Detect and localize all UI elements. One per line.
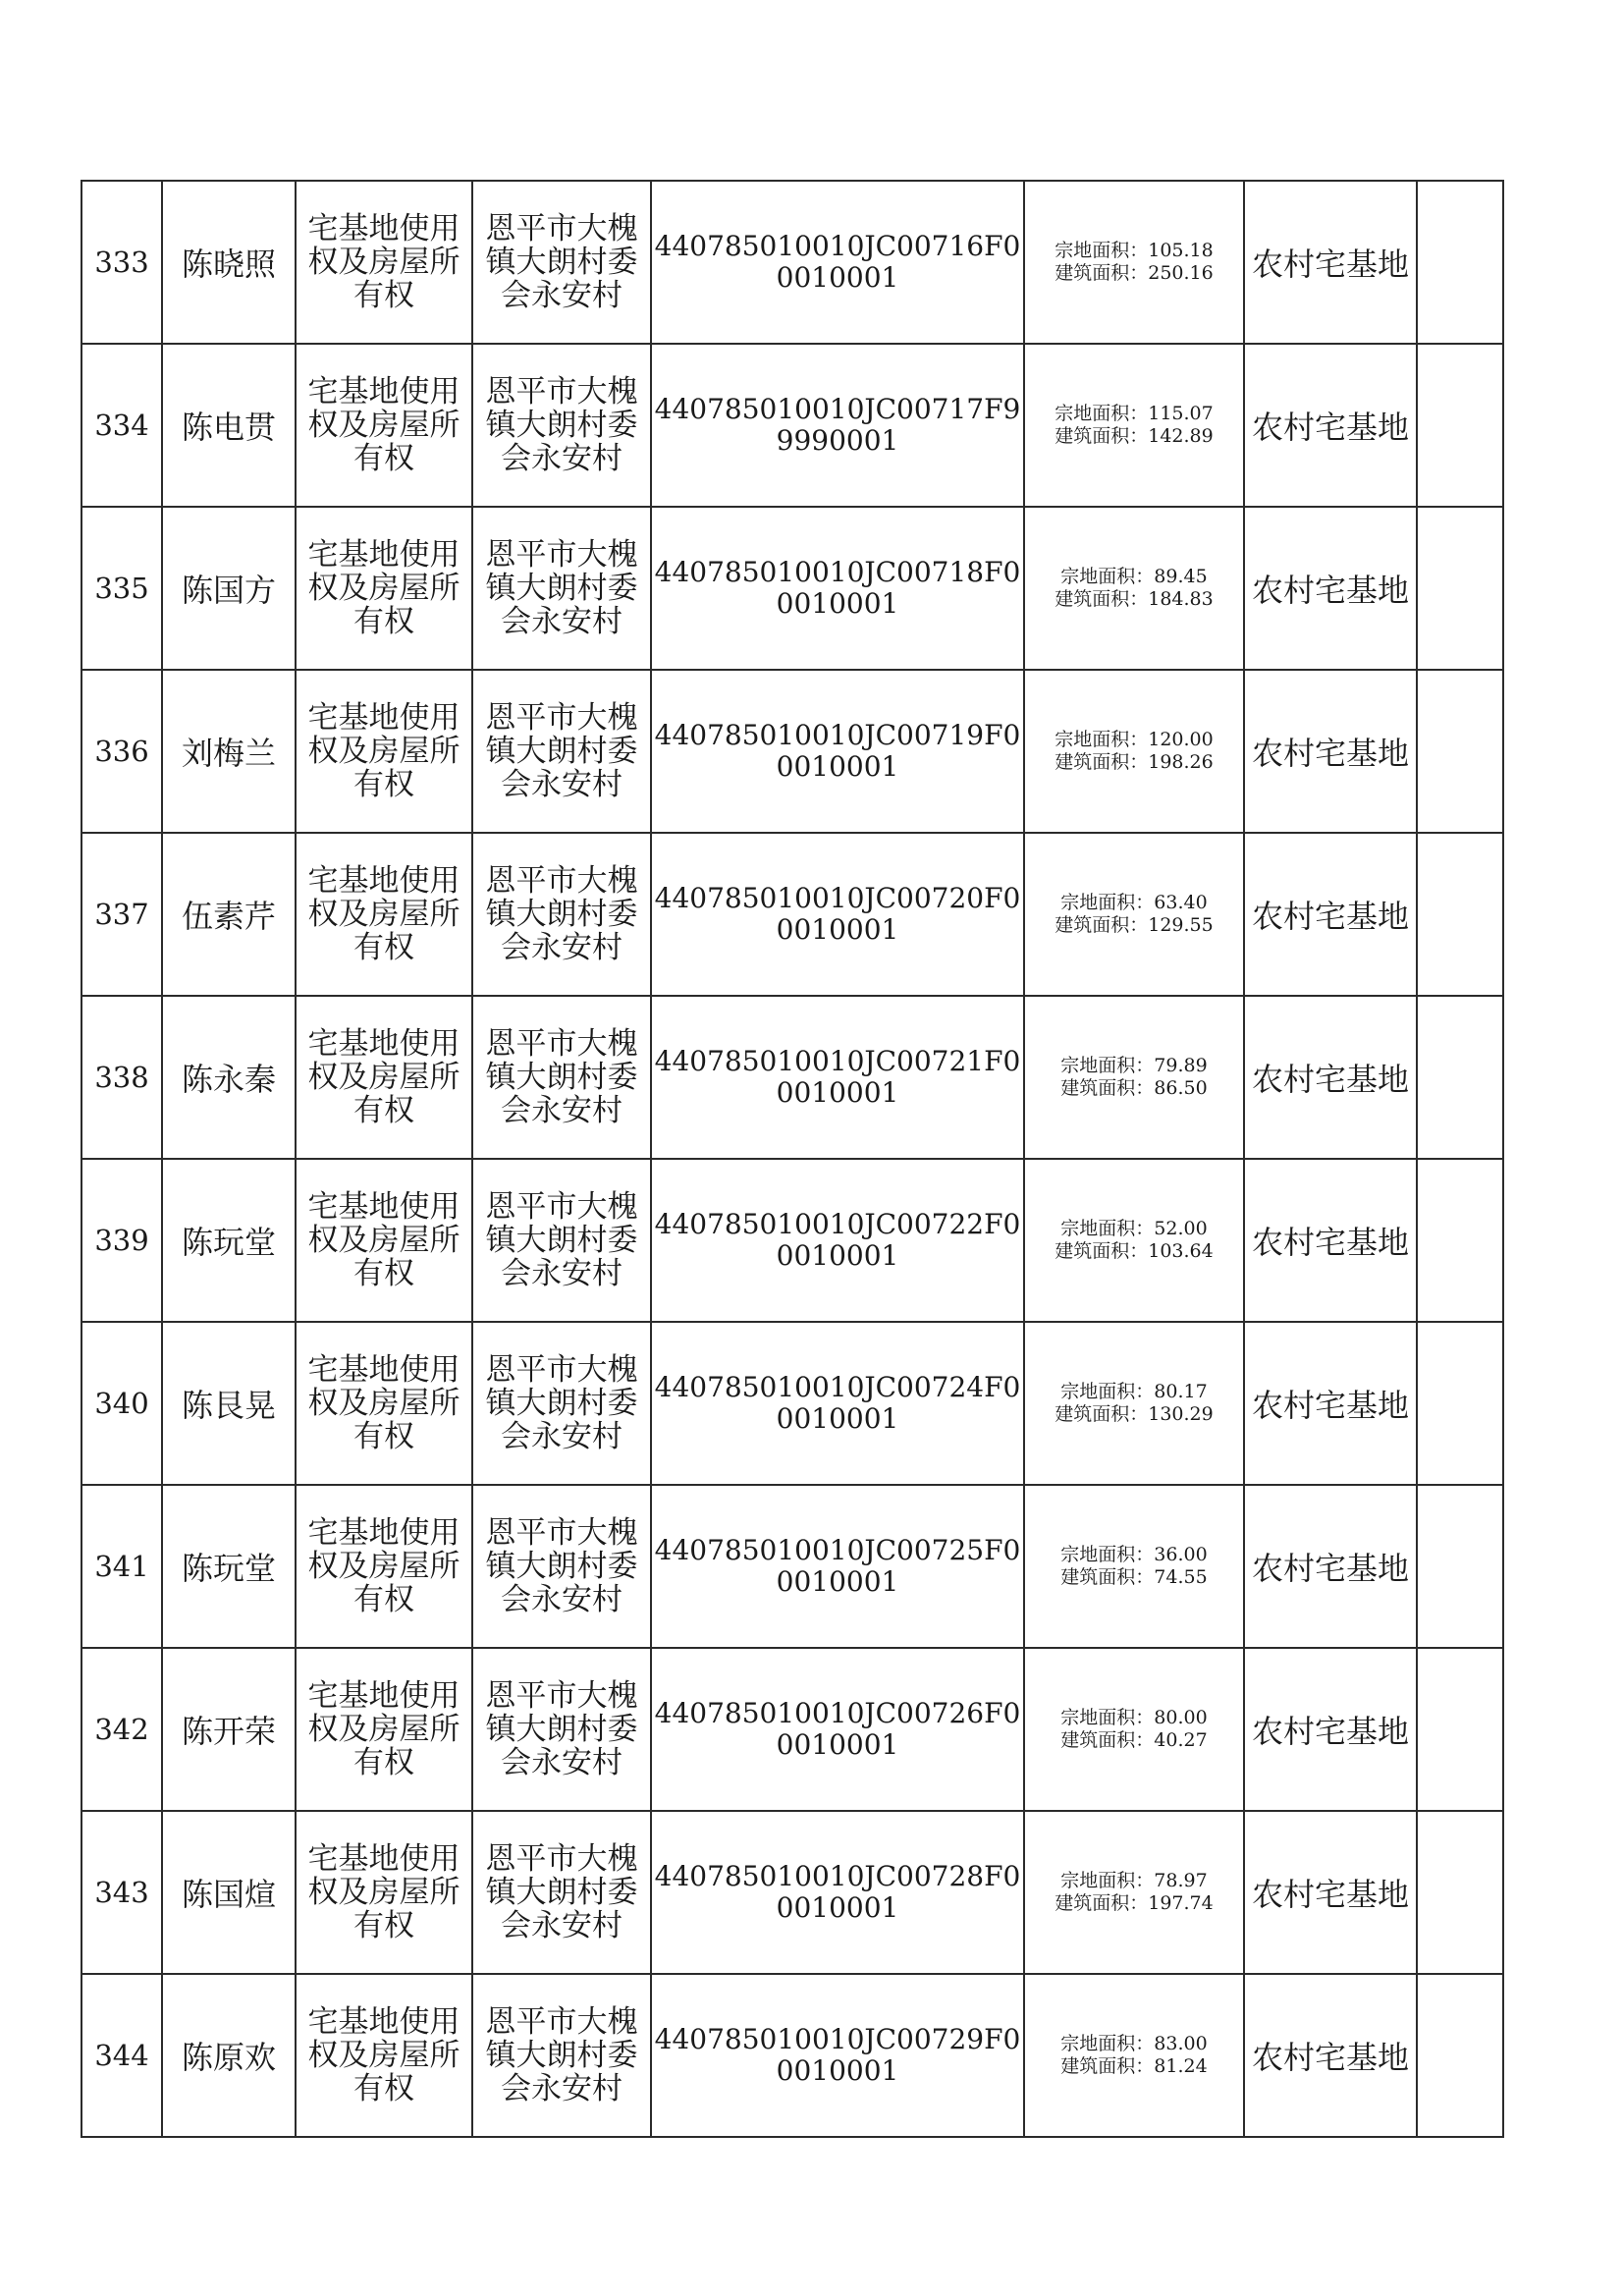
building-area: 建筑面积：184.83 <box>1055 588 1214 610</box>
unit-code-cell: 440785010010JC00728F00010001 <box>651 1811 1024 1974</box>
area-info-cell <box>1024 507 1244 670</box>
owner-name-cell: 陈国煊 <box>162 1811 296 1974</box>
row-number-cell: 343 <box>81 1811 162 1974</box>
right-type-cell: 宅基地使用权及房屋所有权 <box>296 1322 472 1485</box>
owner-name-cell: 陈原欢 <box>162 1974 296 2137</box>
row-number-cell: 339 <box>81 1159 162 1322</box>
table-row <box>81 181 1503 344</box>
location-cell: 恩平市大槐镇大朗村委会永安村 <box>472 181 651 344</box>
land-type-cell: 农村宅基地 <box>1244 507 1417 670</box>
area-info-cell <box>1024 344 1244 507</box>
owner-name-cell: 陈开荣 <box>162 1648 296 1811</box>
land-type-cell: 农村宅基地 <box>1244 670 1417 833</box>
owner-name-cell: 陈永秦 <box>162 996 296 1159</box>
location-cell: 恩平市大槐镇大朗村委会永安村 <box>472 1485 651 1648</box>
row-number-cell: 333 <box>81 181 162 344</box>
table-row <box>81 1485 1503 1648</box>
table-row <box>81 507 1503 670</box>
land-type-cell: 农村宅基地 <box>1244 1159 1417 1322</box>
note-cell <box>1417 670 1503 833</box>
note-cell <box>1417 996 1503 1159</box>
unit-code-cell: 440785010010JC00719F00010001 <box>651 670 1024 833</box>
right-type-cell: 宅基地使用权及房屋所有权 <box>296 833 472 996</box>
note-cell <box>1417 1811 1503 1974</box>
area-info-cell <box>1024 1485 1244 1648</box>
note-cell <box>1417 1159 1503 1322</box>
right-type-cell: 宅基地使用权及房屋所有权 <box>296 1485 472 1648</box>
unit-code-cell: 440785010010JC00725F00010001 <box>651 1485 1024 1648</box>
area-info-cell <box>1024 1159 1244 1322</box>
right-type-cell: 宅基地使用权及房屋所有权 <box>296 1159 472 1322</box>
building-area: 建筑面积：130.29 <box>1055 1403 1214 1425</box>
table-row <box>81 1974 1503 2137</box>
land-area: 宗地面积：83.00 <box>1060 2033 1208 2054</box>
table-row <box>81 996 1503 1159</box>
unit-code-cell: 440785010010JC00718F00010001 <box>651 507 1024 670</box>
area-info-cell <box>1024 670 1244 833</box>
land-area: 宗地面积：105.18 <box>1055 240 1214 261</box>
owner-name-cell: 陈艮晃 <box>162 1322 296 1485</box>
row-number-cell: 342 <box>81 1648 162 1811</box>
row-number-cell: 336 <box>81 670 162 833</box>
area-info-cell <box>1024 996 1244 1159</box>
unit-code-cell: 440785010010JC00724F00010001 <box>651 1322 1024 1485</box>
registration-table <box>81 180 1504 2138</box>
area-info-cell <box>1024 1811 1244 1974</box>
land-type-cell: 农村宅基地 <box>1244 996 1417 1159</box>
land-area: 宗地面积：78.97 <box>1060 1870 1208 1891</box>
location-cell: 恩平市大槐镇大朗村委会永安村 <box>472 1974 651 2137</box>
land-type-cell: 农村宅基地 <box>1244 1648 1417 1811</box>
land-area: 宗地面积：80.17 <box>1060 1381 1208 1402</box>
land-type-cell: 农村宅基地 <box>1244 1974 1417 2137</box>
location-cell: 恩平市大槐镇大朗村委会永安村 <box>472 996 651 1159</box>
right-type-cell: 宅基地使用权及房屋所有权 <box>296 1811 472 1974</box>
note-cell <box>1417 1974 1503 2137</box>
row-number-cell: 344 <box>81 1974 162 2137</box>
note-cell <box>1417 833 1503 996</box>
building-area: 建筑面积：74.55 <box>1060 1566 1208 1588</box>
land-area: 宗地面积：80.00 <box>1060 1707 1208 1728</box>
table-row <box>81 1322 1503 1485</box>
land-area: 宗地面积：89.45 <box>1060 566 1208 587</box>
land-area: 宗地面积：120.00 <box>1055 729 1214 750</box>
location-cell: 恩平市大槐镇大朗村委会永安村 <box>472 507 651 670</box>
table-row <box>81 344 1503 507</box>
building-area: 建筑面积：197.74 <box>1055 1892 1214 1914</box>
location-cell: 恩平市大槐镇大朗村委会永安村 <box>472 344 651 507</box>
land-type-cell: 农村宅基地 <box>1244 1322 1417 1485</box>
land-type-cell: 农村宅基地 <box>1244 344 1417 507</box>
owner-name-cell: 陈电贯 <box>162 344 296 507</box>
row-number-cell: 334 <box>81 344 162 507</box>
unit-code-cell: 440785010010JC00726F00010001 <box>651 1648 1024 1811</box>
land-area: 宗地面积：63.40 <box>1060 892 1208 913</box>
note-cell <box>1417 181 1503 344</box>
land-type-cell: 农村宅基地 <box>1244 181 1417 344</box>
area-info-cell <box>1024 1322 1244 1485</box>
row-number-cell: 341 <box>81 1485 162 1648</box>
owner-name-cell: 伍素芹 <box>162 833 296 996</box>
land-area: 宗地面积：36.00 <box>1060 1544 1208 1565</box>
unit-code-cell: 440785010010JC00729F00010001 <box>651 1974 1024 2137</box>
note-cell <box>1417 1648 1503 1811</box>
right-type-cell: 宅基地使用权及房屋所有权 <box>296 507 472 670</box>
owner-name-cell: 陈国方 <box>162 507 296 670</box>
unit-code-cell: 440785010010JC00721F00010001 <box>651 996 1024 1159</box>
table-row <box>81 1811 1503 1974</box>
building-area: 建筑面积：250.16 <box>1055 262 1214 284</box>
table-row <box>81 670 1503 833</box>
building-area: 建筑面积：198.26 <box>1055 751 1214 773</box>
owner-name-cell: 陈玩堂 <box>162 1485 296 1648</box>
owner-name-cell: 陈玩堂 <box>162 1159 296 1322</box>
table-row <box>81 1648 1503 1811</box>
land-type-cell: 农村宅基地 <box>1244 1811 1417 1974</box>
note-cell <box>1417 1485 1503 1648</box>
row-number-cell: 337 <box>81 833 162 996</box>
right-type-cell: 宅基地使用权及房屋所有权 <box>296 1648 472 1811</box>
building-area: 建筑面积：129.55 <box>1055 914 1214 936</box>
unit-code-cell: 440785010010JC00717F99990001 <box>651 344 1024 507</box>
area-info-cell <box>1024 181 1244 344</box>
right-type-cell: 宅基地使用权及房屋所有权 <box>296 344 472 507</box>
row-number-cell: 338 <box>81 996 162 1159</box>
land-area: 宗地面积：52.00 <box>1060 1218 1208 1239</box>
building-area: 建筑面积：81.24 <box>1060 2055 1208 2077</box>
building-area: 建筑面积：103.64 <box>1055 1240 1214 1262</box>
area-info-cell <box>1024 1648 1244 1811</box>
right-type-cell: 宅基地使用权及房屋所有权 <box>296 1974 472 2137</box>
location-cell: 恩平市大槐镇大朗村委会永安村 <box>472 833 651 996</box>
row-number-cell: 335 <box>81 507 162 670</box>
owner-name-cell: 刘梅兰 <box>162 670 296 833</box>
location-cell: 恩平市大槐镇大朗村委会永安村 <box>472 1811 651 1974</box>
unit-code-cell: 440785010010JC00720F00010001 <box>651 833 1024 996</box>
right-type-cell: 宅基地使用权及房屋所有权 <box>296 181 472 344</box>
area-info-cell <box>1024 833 1244 996</box>
location-cell: 恩平市大槐镇大朗村委会永安村 <box>472 670 651 833</box>
unit-code-cell: 440785010010JC00716F00010001 <box>651 181 1024 344</box>
row-number-cell: 340 <box>81 1322 162 1485</box>
building-area: 建筑面积：40.27 <box>1060 1729 1208 1751</box>
table-body <box>81 181 1503 2137</box>
land-type-cell: 农村宅基地 <box>1244 1485 1417 1648</box>
building-area: 建筑面积：86.50 <box>1060 1077 1208 1099</box>
right-type-cell: 宅基地使用权及房屋所有权 <box>296 996 472 1159</box>
note-cell <box>1417 507 1503 670</box>
area-info-cell <box>1024 1974 1244 2137</box>
land-type-cell: 农村宅基地 <box>1244 833 1417 996</box>
owner-name-cell: 陈晓照 <box>162 181 296 344</box>
unit-code-cell: 440785010010JC00722F00010001 <box>651 1159 1024 1322</box>
table-row <box>81 833 1503 996</box>
right-type-cell: 宅基地使用权及房屋所有权 <box>296 670 472 833</box>
building-area: 建筑面积：142.89 <box>1055 425 1214 447</box>
location-cell: 恩平市大槐镇大朗村委会永安村 <box>472 1648 651 1811</box>
land-area: 宗地面积：115.07 <box>1055 403 1214 424</box>
note-cell <box>1417 1322 1503 1485</box>
location-cell: 恩平市大槐镇大朗村委会永安村 <box>472 1159 651 1322</box>
note-cell <box>1417 344 1503 507</box>
table-row <box>81 1159 1503 1322</box>
land-area: 宗地面积：79.89 <box>1060 1055 1208 1076</box>
location-cell: 恩平市大槐镇大朗村委会永安村 <box>472 1322 651 1485</box>
